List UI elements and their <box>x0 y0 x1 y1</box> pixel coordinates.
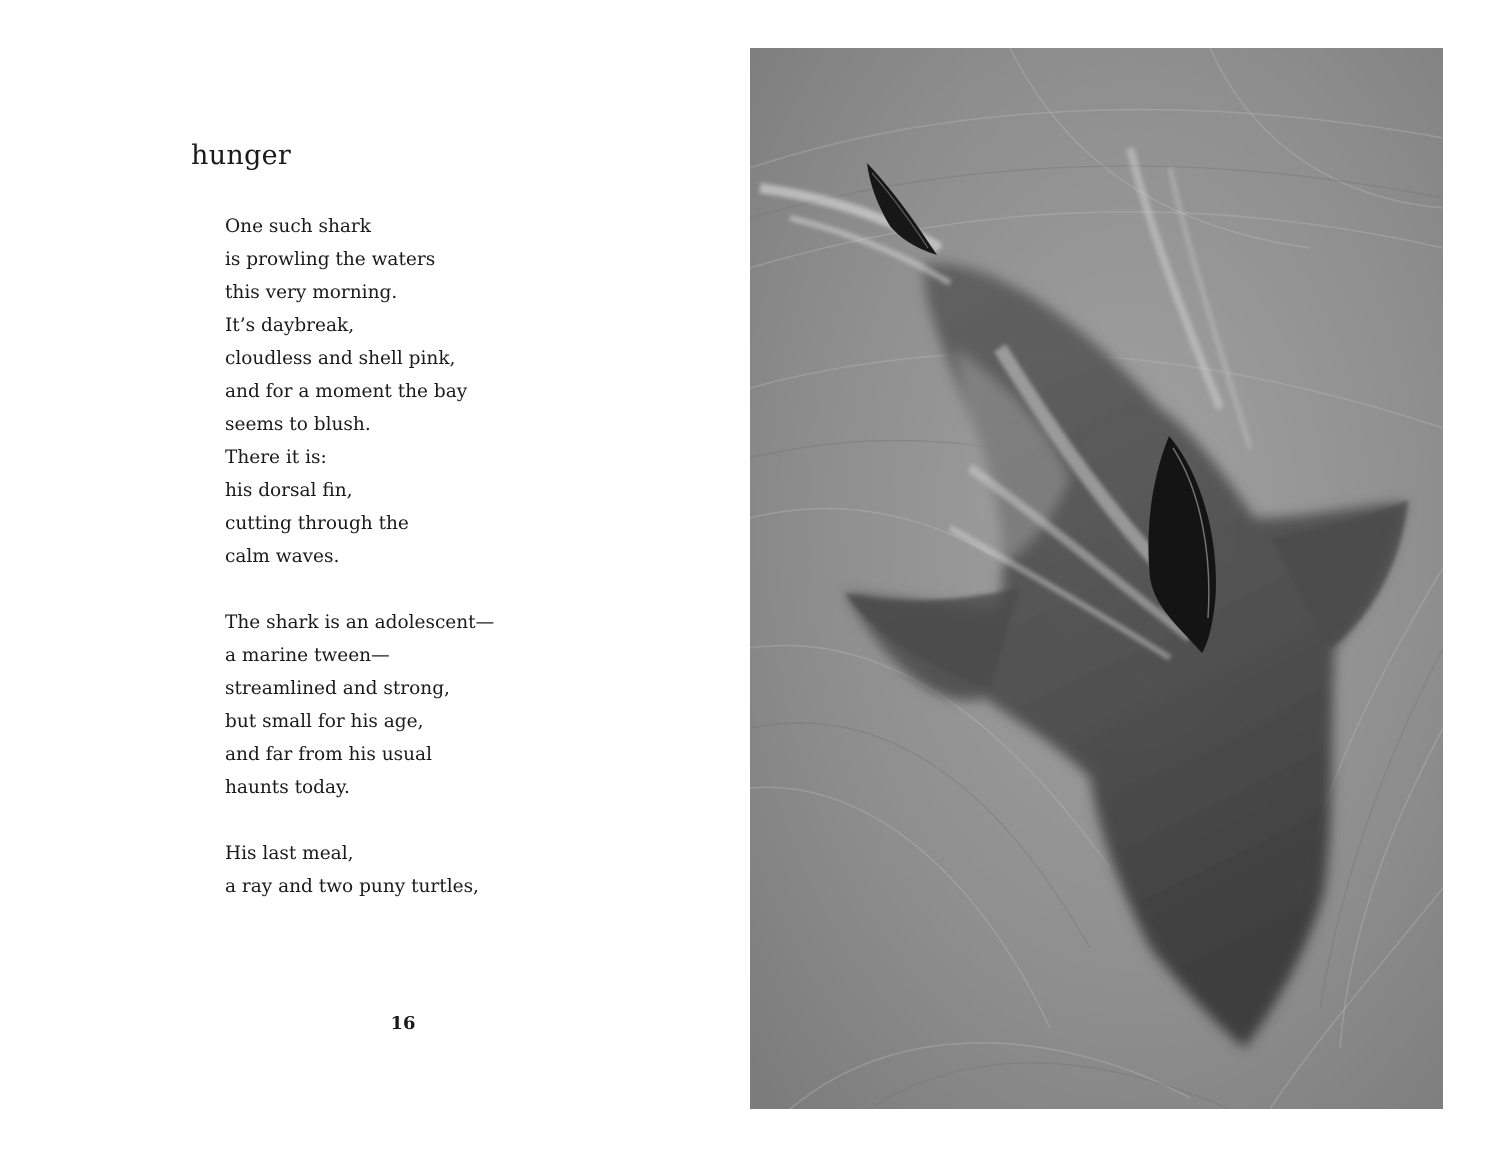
poem-line: cloudless and shell pink, <box>225 348 456 369</box>
poem-line: a ray and two puny turtles, <box>225 876 479 897</box>
poem-line: and for a moment the bay <box>225 381 468 402</box>
poem-line: is prowling the waters <box>225 249 436 270</box>
poem-line: His last meal, <box>225 843 354 864</box>
poem-line: calm waves. <box>225 546 340 567</box>
stanza-1 <box>225 210 494 573</box>
poem-line: seems to blush. <box>225 414 371 435</box>
poem-line: but small for his age, <box>225 711 424 732</box>
poem-line: this very morning. <box>225 282 398 303</box>
poem-line: and far from his usual <box>225 744 432 765</box>
poem-line: One such shark <box>225 216 371 237</box>
poem-line: his dorsal fin, <box>225 480 353 501</box>
stanza-2 <box>225 606 494 804</box>
poem-line: cutting through the <box>225 513 409 534</box>
poem-line: It’s daybreak, <box>225 315 355 336</box>
shark-illustration-svg <box>750 48 1443 1109</box>
poem-body <box>225 210 494 936</box>
page-title: hunger <box>191 140 292 171</box>
poem-line: haunts today. <box>225 777 350 798</box>
shark-illustration <box>750 48 1443 1109</box>
poem-line: The shark is an adolescent— <box>225 612 495 633</box>
poem-line: streamlined and strong, <box>225 678 450 699</box>
poem-line: There it is: <box>225 447 327 468</box>
stanza-3 <box>225 837 494 903</box>
poem-line: a marine tween— <box>225 645 390 666</box>
page-number: 16 <box>390 1013 416 1034</box>
